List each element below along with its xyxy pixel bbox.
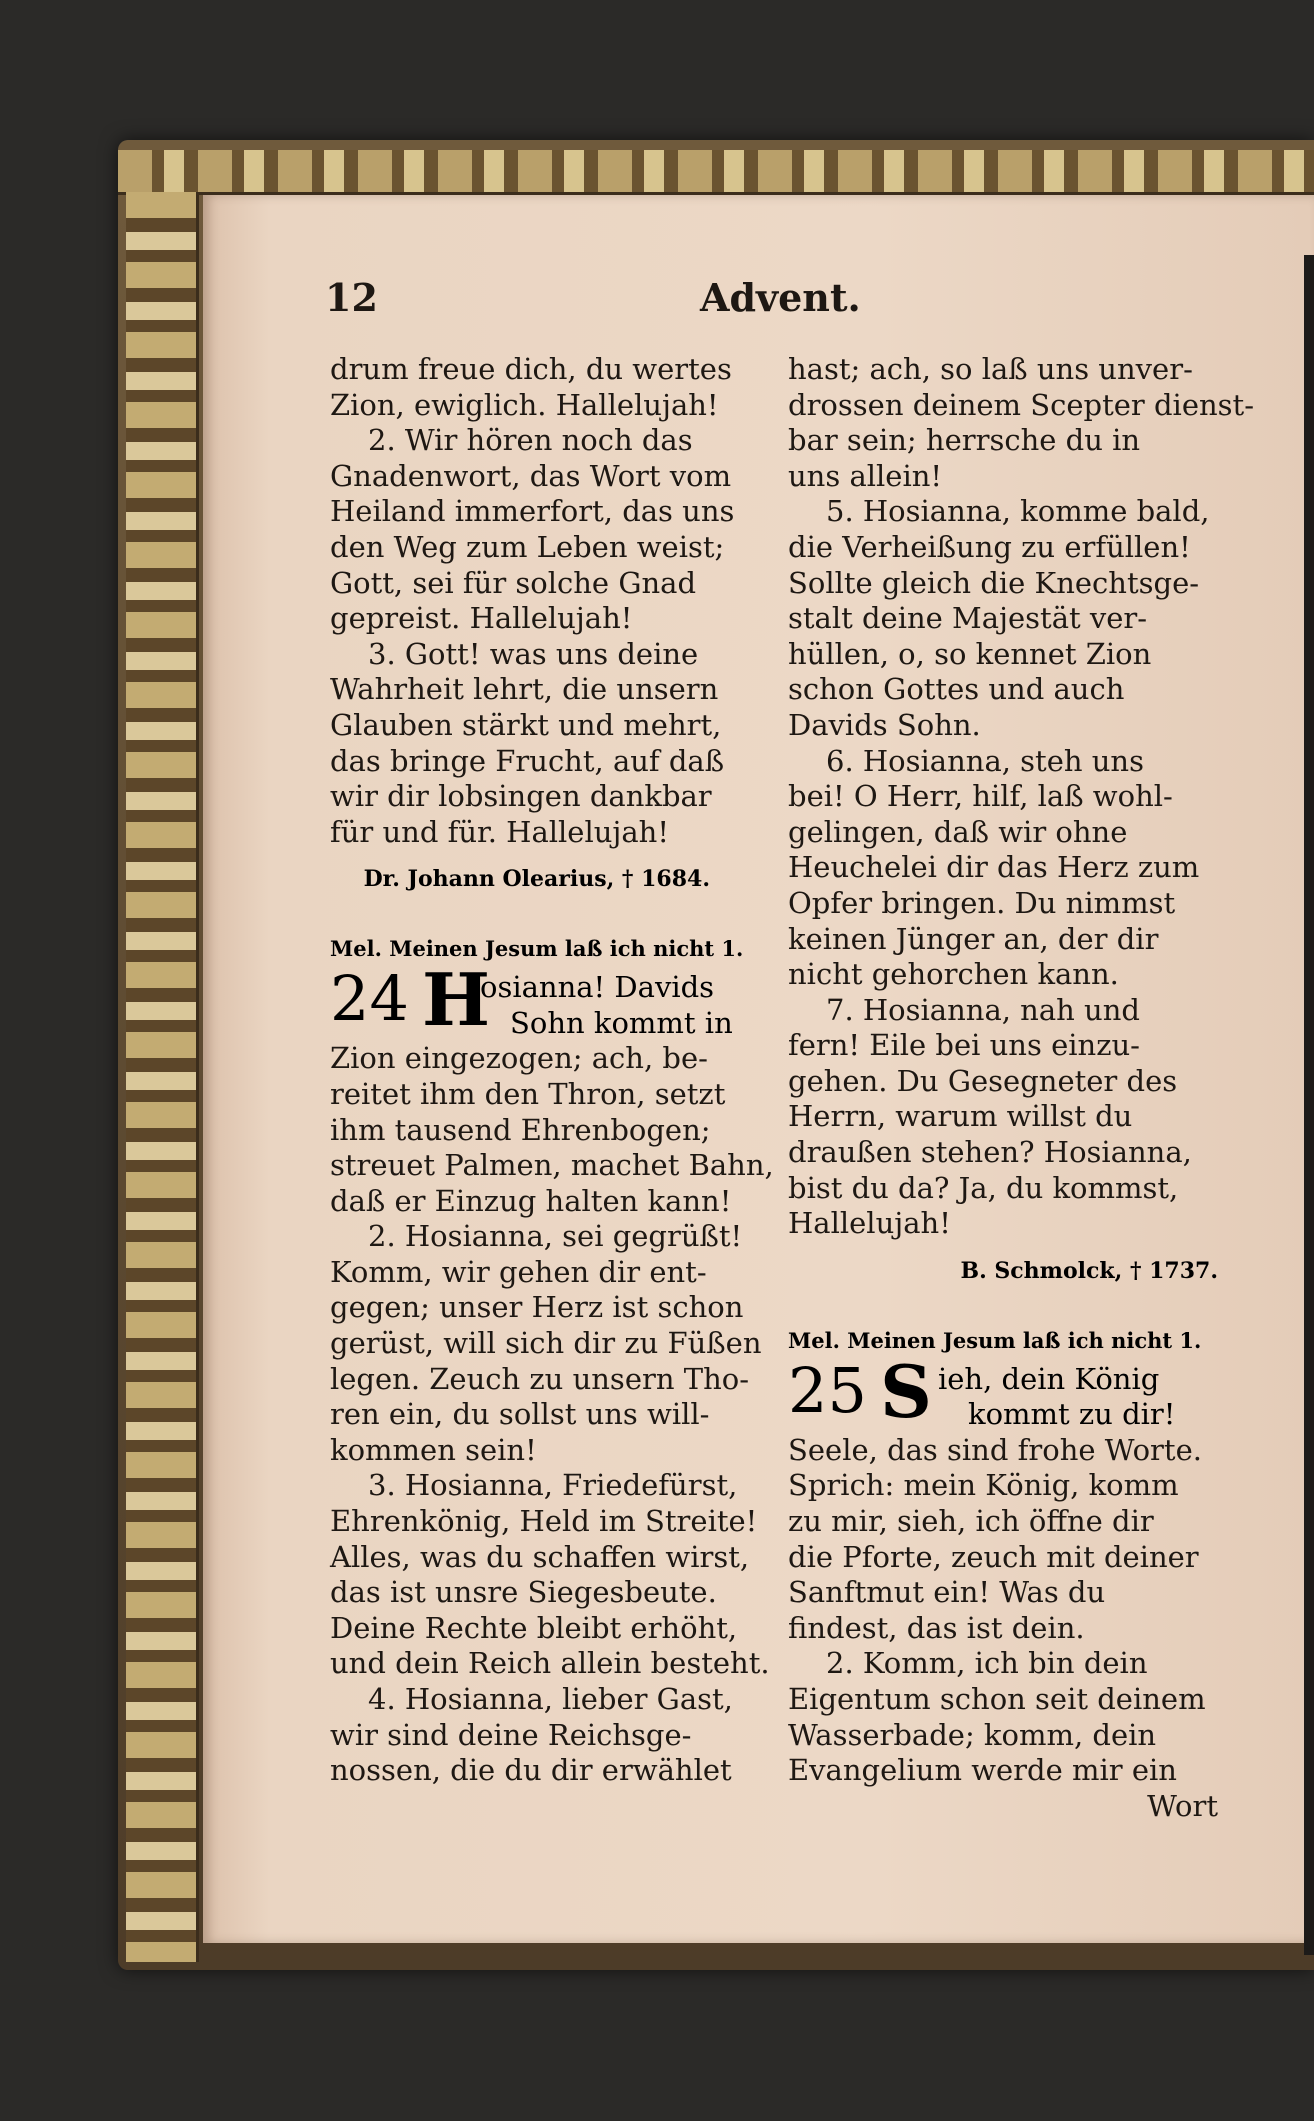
- text-line: draußen stehen? Hosianna,: [788, 1135, 1192, 1170]
- hymn-25-start: [788, 1348, 1228, 1434]
- text-line: drossen deinem Scepter dienst-: [788, 387, 1255, 422]
- catchword: Wort: [1147, 1788, 1218, 1823]
- text-line: Ehrenkönig, Held im Streite!: [330, 1504, 758, 1539]
- text-line: hüllen, o, so kennet Zion: [788, 636, 1152, 671]
- text-line: reitet ihm den Thron, setzt: [330, 1076, 726, 1111]
- text-line: Hallelujah!: [788, 1206, 951, 1241]
- text-line: Heuchelei dir das Herz zum: [788, 850, 1200, 885]
- text-line: Glauben stärkt und mehrt,: [330, 707, 722, 742]
- text-line: Komm, wir gehen dir ent-: [330, 1254, 707, 1289]
- text-line: drum freue dich, du wertes: [330, 352, 732, 386]
- page-number: 12: [325, 275, 378, 320]
- text-line: keinen Jünger an, der dir: [788, 921, 1159, 956]
- text-line: Gnadenwort, das Wort vom: [330, 458, 732, 493]
- text-line: Davids Sohn.: [788, 707, 981, 742]
- hymn-second-line: Sohn kommt in: [510, 1005, 733, 1040]
- author-attribution: B. Schmolck, † 1737.: [960, 1257, 1218, 1284]
- text-line: 2. Wir hören noch das: [368, 423, 693, 458]
- hymn-second-line: kommt zu dir!: [968, 1397, 1176, 1432]
- text-line: die Verheißung zu erfüllen!: [788, 529, 1191, 564]
- text-line: Gott, sei für solche Gnad: [330, 565, 697, 600]
- text-line: daß er Einzug halten kann!: [330, 1183, 732, 1218]
- author-attribution: Dr. Johann Olearius, † 1684.: [363, 866, 710, 893]
- text-line: fern! Eile bei uns einzu-: [788, 1028, 1140, 1063]
- hymn-23-ending: [330, 352, 770, 423]
- text-line: wir dir lobsingen dankbar: [330, 779, 712, 814]
- ornamental-border-top: [118, 150, 1314, 195]
- text-line: Alles, was du schaffen wirst,: [330, 1539, 750, 1574]
- text-line: und dein Reich allein besteht.: [330, 1646, 770, 1681]
- text-line: 3. Hosianna, Friedefürst,: [368, 1468, 738, 1503]
- text-line: die Pforte, zeuch mit deiner: [788, 1539, 1199, 1574]
- text-line: ihm tausend Ehrenbogen;: [330, 1112, 711, 1147]
- page-edge-shadow: [1304, 255, 1314, 1955]
- text-line: nossen, die du dir erwählet: [330, 1753, 732, 1788]
- text-line: Wahrheit lehrt, die unsern: [330, 672, 719, 707]
- text-line: Evangelium werde mir ein: [788, 1753, 1177, 1788]
- text-line: stalt deine Majestät ver-: [788, 601, 1148, 636]
- text-line: Heiland immerfort, das uns: [330, 494, 735, 529]
- hymn-23-verses: [330, 423, 770, 850]
- text-line: zu mir, sieh, ich öffne dir: [788, 1504, 1154, 1539]
- hymn-first-line: osianna! Davids: [480, 970, 715, 1005]
- text-line: bei! O Herr, hilf, laß wohl-: [788, 779, 1173, 814]
- text-line: den Weg zum Leben weist;: [330, 529, 725, 564]
- text-line: 3. Gott! was uns deine: [368, 636, 699, 671]
- text-line: Opfer bringen. Du nimmst: [788, 885, 1176, 920]
- hymn-number: 25: [788, 1353, 867, 1427]
- text-line: 2. Hosianna, sei gegrüßt!: [368, 1219, 743, 1254]
- text-line: nicht gehorchen kann.: [788, 957, 1119, 992]
- hymn-24-continued: [788, 352, 1255, 1242]
- hymn-number: 24: [330, 962, 409, 1036]
- text-line: bist du da? Ja, du kommst,: [788, 1170, 1179, 1205]
- text-line: hast; ach, so laß uns unver-: [788, 352, 1193, 386]
- drop-cap: H: [422, 957, 491, 1043]
- text-line: ren ein, du sollst uns will-: [330, 1397, 710, 1432]
- text-line: uns allein!: [788, 458, 943, 493]
- hymn-first-line: ieh, dein König: [938, 1361, 1160, 1396]
- text-line: streuet Palmen, machet Bahn,: [330, 1148, 774, 1183]
- text-line: Sprich: mein König, komm: [788, 1468, 1179, 1503]
- text-column-left: [330, 352, 774, 1789]
- text-line: das ist unsre Siegesbeute.: [330, 1575, 717, 1610]
- text-line: wir sind deine Reichsge-: [330, 1717, 692, 1752]
- text-line: 7. Hosianna, nah und: [826, 992, 1140, 1027]
- text-line: Eigentum schon seit deinem: [788, 1682, 1206, 1716]
- text-line: Wasserbade; komm, dein: [788, 1717, 1157, 1752]
- text-line: Deine Rechte bleibt erhöht,: [330, 1610, 738, 1645]
- text-line: für und für. Hallelujah!: [330, 814, 670, 849]
- text-line: Sanftmut ein! Was du: [788, 1575, 1106, 1610]
- text-line: Seele, das sind frohe Worte.: [788, 1432, 1202, 1467]
- text-line: das bringe Frucht, auf daß: [330, 743, 725, 778]
- text-line: findest, das ist dein.: [788, 1610, 1085, 1645]
- melody-line: Mel. Meinen Jesum laß ich nicht 1.: [330, 936, 744, 962]
- hymn-25-verses: [788, 1433, 1228, 1789]
- text-line: gerüst, will sich dir zu Füßen: [330, 1326, 762, 1361]
- text-column-right: [788, 352, 1255, 1824]
- text-line: Sollte gleich die Knechtsge-: [788, 565, 1200, 600]
- text-line: gehen. Du Gesegneter des: [788, 1063, 1178, 1098]
- text-line: schon Gottes und auch: [788, 672, 1125, 707]
- melody-line: Mel. Meinen Jesum laß ich nicht 1.: [788, 1327, 1202, 1353]
- text-line: gepreist. Hallelujah!: [330, 601, 633, 636]
- ornamental-border-left: [126, 192, 199, 1962]
- text-line: gelingen, daß wir ohne: [788, 814, 1128, 849]
- drop-cap: S: [880, 1348, 932, 1434]
- text-line: gegen; unser Herz ist schon: [330, 1290, 744, 1325]
- text-line: Zion, ewiglich. Hallelujah!: [330, 387, 719, 422]
- page-title: Advent.: [700, 275, 861, 320]
- text-line: 5. Hosianna, komme bald,: [826, 494, 1210, 529]
- text-line: kommen sein!: [330, 1432, 537, 1467]
- text-line: 2. Komm, ich bin dein: [826, 1646, 1148, 1681]
- hymn-24-start: [330, 957, 770, 1043]
- text-line: Herrn, warum willst du: [788, 1099, 1133, 1134]
- text-line: 6. Hosianna, steh uns: [826, 743, 1144, 778]
- text-line: Zion eingezogen; ach, be-: [330, 1041, 708, 1076]
- text-line: 4. Hosianna, lieber Gast,: [368, 1682, 733, 1716]
- text-line: bar sein; herrsche du in: [788, 423, 1141, 458]
- text-line: legen. Zeuch zu unsern Tho-: [330, 1361, 750, 1396]
- hymn-24-verses: [330, 1041, 774, 1788]
